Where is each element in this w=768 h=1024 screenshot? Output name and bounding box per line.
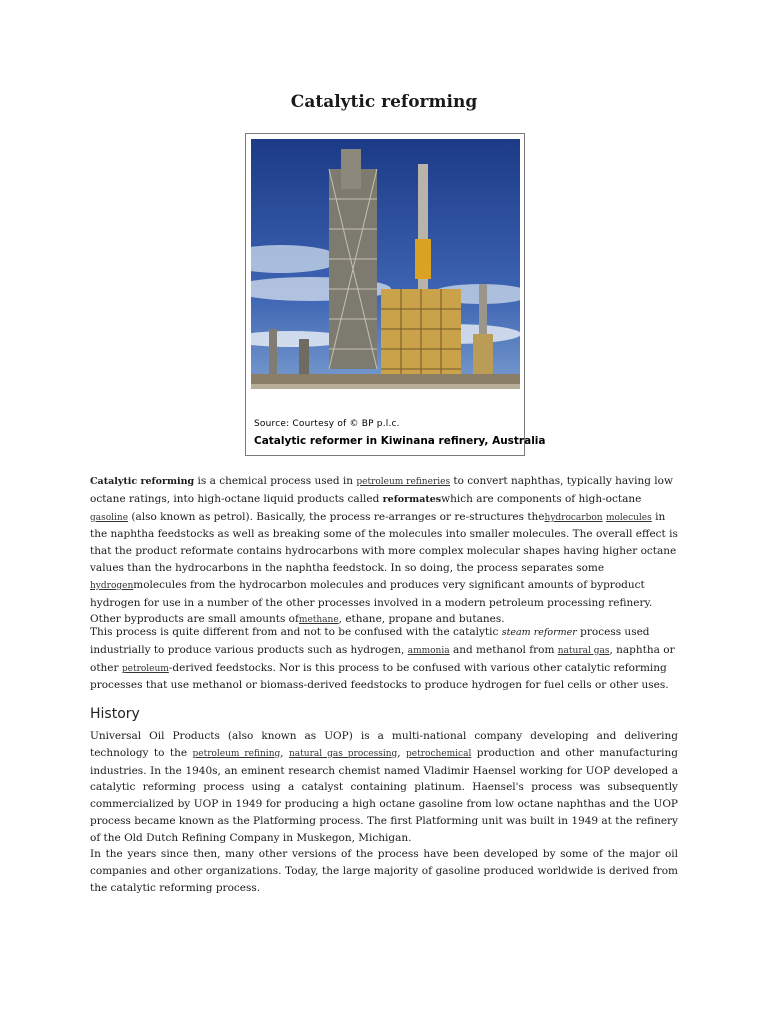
figure-source: Source: Courtesy of © BP p.l.c.	[254, 419, 400, 429]
link-petroleum-refineries[interactable]: petroleum refineries	[356, 477, 451, 487]
text-segment: , naphtha or other	[90, 643, 675, 674]
link-hydrogen[interactable]: hydrogen	[90, 580, 134, 591]
term-catalytic-reforming: Catalytic reforming	[90, 476, 195, 487]
page-title: Catalytic reforming	[290, 92, 478, 112]
link-petrochemical[interactable]: petrochemical	[406, 748, 472, 759]
link-petroleum[interactable]: petroleum	[121, 663, 169, 674]
text-segment: (also known as petrol). Basically, the process re-arranges or re-structures the	[128, 510, 545, 523]
text-segment: which are components of high-octane	[441, 492, 642, 505]
text-segment: This process is quite different from and not to be confused with the catalytic	[90, 626, 502, 638]
intro-paragraph	[90, 473, 678, 629]
link-petroleum-refining[interactable]: petroleum refining	[192, 748, 281, 759]
history-paragraph	[90, 728, 678, 847]
text-segment: -derived feedstocks. Nor is this process to be confused with various other catalytic reforming processes that use methanol or biomass-derived feedstocks to produce hydrogen for fuel cells or other uses.	[90, 661, 669, 692]
link-gasoline[interactable]: gasoline	[90, 512, 129, 523]
link-ammonia[interactable]: ammonia	[407, 645, 450, 656]
text-segment: in the naphtha feedstocks as well as breaking some of the molecules into smaller molecules. The overall effect is that the product reformate contains hydrocarbons with more complex molecular shapes having higher octane values than the hydrocarbons in the naphtha feedstock. In so doing, the process separates some	[90, 510, 678, 574]
history-paragraph-2: In the years since then, many other versions of the process have been developed by some of the major oil companies and other organizations. Today, the large majority of gasoline produced worldwide is derived from the catalytic reforming process.	[90, 848, 678, 894]
history-heading: History	[90, 706, 140, 722]
text-segment: molecules from the hydrocarbon molecules and produces very significant amounts of byproduct hydrogen for use in a number of the other processes involved in a modern petroleum processing refinery. Other byproducts are small amounts of	[90, 578, 653, 626]
figure-caption: Catalytic reformer in Kiwinana refinery, Australia	[254, 435, 546, 447]
text-segment: is a chemical process used in	[194, 475, 357, 487]
text-segment: process used industrially to produce various products such as hydrogen,	[90, 626, 650, 656]
link-natural-gas-processing[interactable]: natural gas processing	[289, 748, 398, 759]
link-molecules[interactable]: molecules	[605, 512, 652, 523]
text-segment: ,	[397, 746, 407, 759]
text-segment: , ethane, propane and butanes.	[338, 613, 505, 626]
refinery-figure	[245, 133, 525, 456]
link-hydrocarbon[interactable]: hydrocarbon	[544, 512, 603, 523]
link-natural-gas[interactable]: natural gas	[557, 645, 610, 656]
link-methane[interactable]: methane	[298, 615, 339, 626]
text-segment: and methanol from	[449, 643, 558, 656]
text-segment: production and other manufacturing industries. In the 1940s, an eminent research chemist named Vladimir Haensel working for UOP developed a catalytic reforming process using a catalyst containing platinum. Haensel's process was subsequently commercialized by UOP in 1949 for producing a high octane gasoline from low octane naphthas and the UOP process became known as the Platforming process. The first Platforming unit was built in 1949 at the refinery of the Old Dutch Refining Company in Muskegon, Michigan.	[90, 746, 678, 844]
term-reformates: reformates	[382, 493, 442, 505]
term-steam-reformer: steam reformer	[501, 627, 577, 638]
text-segment: Universal Oil Products (also known as UOP) is a multi-national company developing and delivering technology to the	[90, 730, 678, 759]
refinery-photo	[251, 139, 520, 422]
text-segment: to convert naphthas, typically having low octane ratings, into high-octane liquid products called	[90, 475, 673, 505]
text-segment: ,	[280, 746, 290, 759]
steam-reformer-paragraph	[90, 624, 678, 694]
